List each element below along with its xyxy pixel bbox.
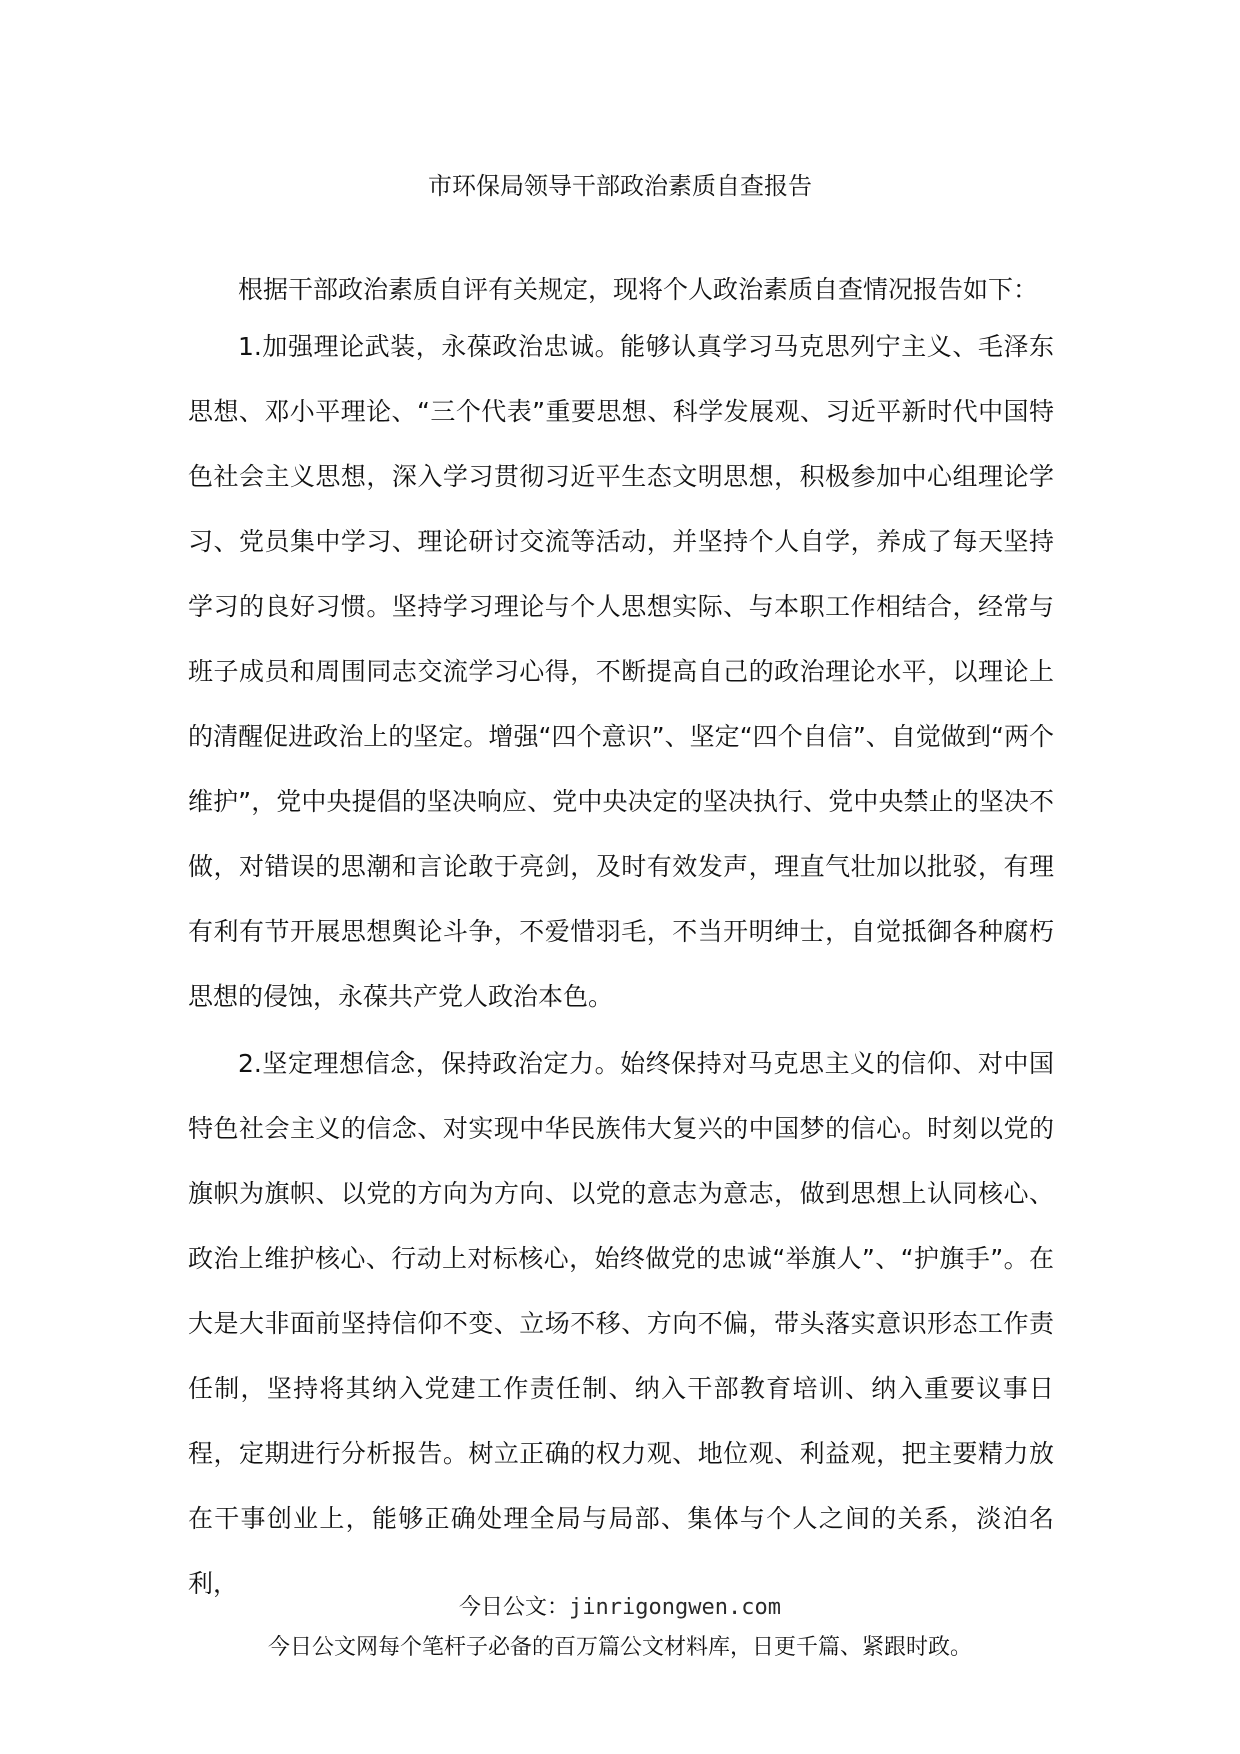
document-title: 市环保局领导干部政治素质自查报告 <box>428 172 812 200</box>
document-body <box>188 268 1054 1616</box>
paragraph-1: 1.加强理论武装，永葆政治忠诚。能够认真学习马克思列宁主义、毛泽东思想、邓小平理论、“三个代表”重要思想、科学发展观、习近平新时代中国特色社会主义思想，深入学习贯彻习近平生态文明思想，积极参加中心组理论学习、党员集中学习、理论研讨交流等活动，并坚持个人自学，养成了每天坚持学习的良好习惯。坚持学习理论与个人思想实际、与本职工作相结合，经常与班子成员和周围同志交流学习心得，不断提高自己的政治理论水平，以理论上的清醒促进政治上的坚定。增强“四个意识”、坚定“四个自信”、自觉做到“两个维护”，党中央提倡的坚决响应、党中央决定的坚决执行、党中央禁止的坚决不做，对错误的思潮和言论敢于亮剑，及时有效发声，理直气壮加以批驳，有理有利有节开展思想舆论斗争，不爱惜羽毛，不当开明绅士，自觉抵御各种腐朽思想的侵蚀，永葆共产党人政治本色。 <box>188 332 1054 1011</box>
paragraph-2: 2.坚定理想信念，保持政治定力。始终保持对马克思主义的信仰、对中国特色社会主义的信念、对实现中华民族伟大复兴的中国梦的信心。时刻以党的旗帜为旗帜、以党的方向为方向、以党的意志为意志，做到思想上认同核心、政治上维护核心、行动上对标核心，始终做党的忠诚“举旗人”、“护旗手”。在大是大非面前坚持信仰不变、立场不移、方向不偏，带头落实意识形态工作责任制，坚持将其纳入党建工作责任制、纳入干部教育培训、纳入重要议事日程，定期进行分析报告。树立正确的权力观、地位观、利益观，把主要精力放在干事创业上，能够正确处理全局与局部、集体与个人之间的关系，淡泊名利， <box>188 1049 1054 1598</box>
footer-site-url: jinrigongwen.com <box>569 1595 781 1620</box>
footer-site-line <box>0 1592 1240 1624</box>
intro-paragraph: 根据干部政治素质自评有关规定，现将个人政治素质自查情况报告如下： <box>238 275 1039 304</box>
footer-slogan: 今日公文网每个笔杆子必备的百万篇公文材料库，日更千篇、紧跟时政。 <box>267 1635 972 1660</box>
footer-site-label: 今日公文： <box>459 1595 570 1620</box>
